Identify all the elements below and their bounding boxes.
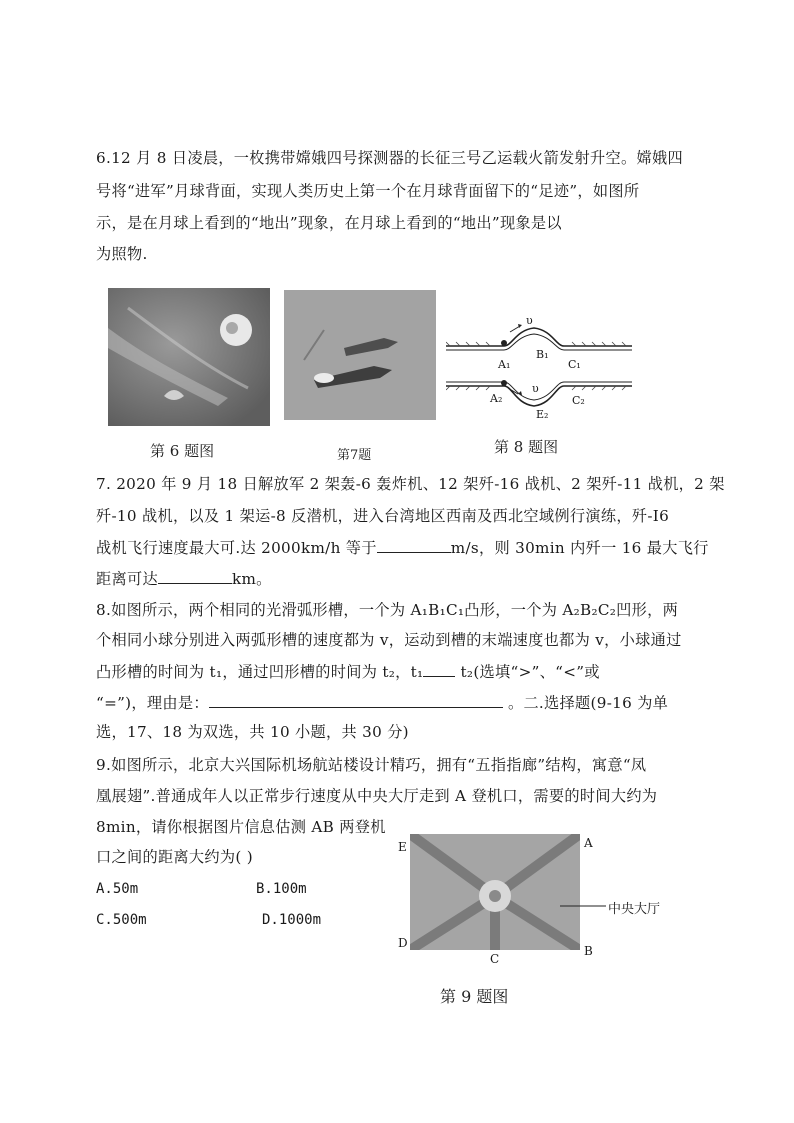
q8-line-3-end: t₂(选填“>”、“<”或: [455, 663, 600, 681]
q6-line-2: 号将“进军”月球背面，实现人类历史上第一个在月球背面留下的“足迹”，如图所: [96, 182, 640, 200]
fig9-label-b: B: [584, 944, 593, 958]
q9-line-4: 口之间的距离大约为( ): [96, 848, 253, 866]
fig8-label-c1: C₁: [568, 358, 581, 371]
fig8-label-v-top: υ: [526, 314, 533, 327]
q9-line-3: 8min，请你根据图片信息估测 AB 两登机: [96, 818, 386, 836]
fighter-jets-image: [284, 290, 436, 420]
q7-line-3: [96, 537, 709, 558]
q7-line-1: 7. 2020 年 9 月 18 日解放军 2 架轰-6 轰炸机、12 架歼-16 战机、2 架歼-11 战机，2 架: [96, 475, 725, 493]
fig8-label-e2: E₂: [536, 408, 549, 421]
fig9-caption: 第 9 题图: [440, 987, 509, 1006]
option-d[interactable]: D.1000m: [262, 912, 322, 928]
earthrise-image: [108, 288, 270, 426]
q7-line-3-end: m/s，则 30min 内歼一 16 最大飞行: [450, 539, 709, 557]
fig9-label-central-hall: 中央大厅: [608, 902, 661, 917]
airport-terminal-photo: [410, 834, 580, 950]
q8-blank-reason[interactable]: [209, 692, 503, 708]
fig9-label-d: D: [398, 936, 408, 950]
fig7-caption: 第7题: [337, 448, 372, 463]
fig8-label-a2: A₂: [490, 392, 503, 405]
fig8-label-v-bottom: υ: [532, 382, 539, 395]
fig9-label-a: A: [584, 836, 593, 850]
fig8-label-b1: B₁: [536, 348, 549, 361]
q9-line-1: 9.如图所示，北京大兴国际机场航站楼设计精巧，拥有“五指指廊”结构，寓意“凤: [96, 756, 647, 774]
q7-line-2: 歼-10 战机，以及 1 架运-8 反潜机，进入台湾地区西南及西北空域例行演练，歼-I6: [96, 507, 670, 525]
q7-blank-distance[interactable]: [158, 568, 232, 584]
grooves-diagram: [446, 316, 632, 432]
option-c[interactable]: C.500m: [96, 912, 147, 928]
fighter-jets-photo: [284, 290, 436, 420]
q7-line-4-end: km。: [231, 570, 272, 588]
q8-line-4-start: “=”)，理由是：: [96, 694, 209, 712]
section-choice-header: 选，17、18 为双选，共 10 小题，共 30 分): [96, 723, 409, 741]
fig9-label-e: E: [398, 840, 407, 854]
fig8-caption: 第 8 题图: [494, 438, 559, 456]
fig9-label-c: C: [490, 952, 500, 966]
q9-line-2: 凰展翅”.普通成年人以正常步行速度从中央大厅走到 A 登机口，需要的时间大约为: [96, 787, 658, 805]
q7-line-4-start: 距离可达: [96, 570, 158, 588]
q8-line-3: [96, 661, 600, 682]
q8-blank-compare[interactable]: [423, 661, 455, 677]
q7-blank-speed[interactable]: [377, 537, 451, 553]
fig8-label-c2: C₂: [572, 394, 585, 407]
q8-line-4: [96, 692, 668, 713]
fig9-hall-pointer: [560, 900, 608, 912]
fig6-caption: 第 6 题图: [150, 442, 215, 460]
earthrise-photo: [108, 288, 270, 426]
option-a[interactable]: A.50m: [96, 881, 139, 897]
airport-terminal-image: [410, 834, 580, 950]
q8-line-3-start: 凸形槽的时间为 t₁，通过凹形槽的时间为 t₂，t₁: [96, 663, 424, 681]
q6-line-1: 6.12 月 8 日凌晨，一枚携带嫦娥四号探测器的长征三号乙运载火箭发射升空。嫦娥四: [96, 149, 683, 167]
q6-line-4: 为照物.: [96, 245, 148, 263]
q8-line-2: 个相同小球分别进入两弧形槽的速度都为 v，运动到槽的末端速度也都为 v，小球通过: [96, 631, 682, 649]
q6-line-3: 示，是在月球上看到的“地出”现象，在月球上看到的“地出”现象是以: [96, 214, 562, 232]
q7-line-3-start: 战机飞行速度最大可.达 2000km/h 等于: [96, 539, 377, 557]
q7-line-4: [96, 568, 272, 589]
fig8-label-a1: A₁: [498, 358, 511, 371]
q8-line-1: 8.如图所示，两个相同的光滑弧形槽，一个为 A₁B₁C₁凸形，一个为 A₂B₂C₂凹形，两: [96, 601, 679, 619]
option-b[interactable]: B.100m: [256, 881, 307, 897]
q8-line-4-end: 。二.选择题(9-16 为单: [502, 694, 669, 712]
